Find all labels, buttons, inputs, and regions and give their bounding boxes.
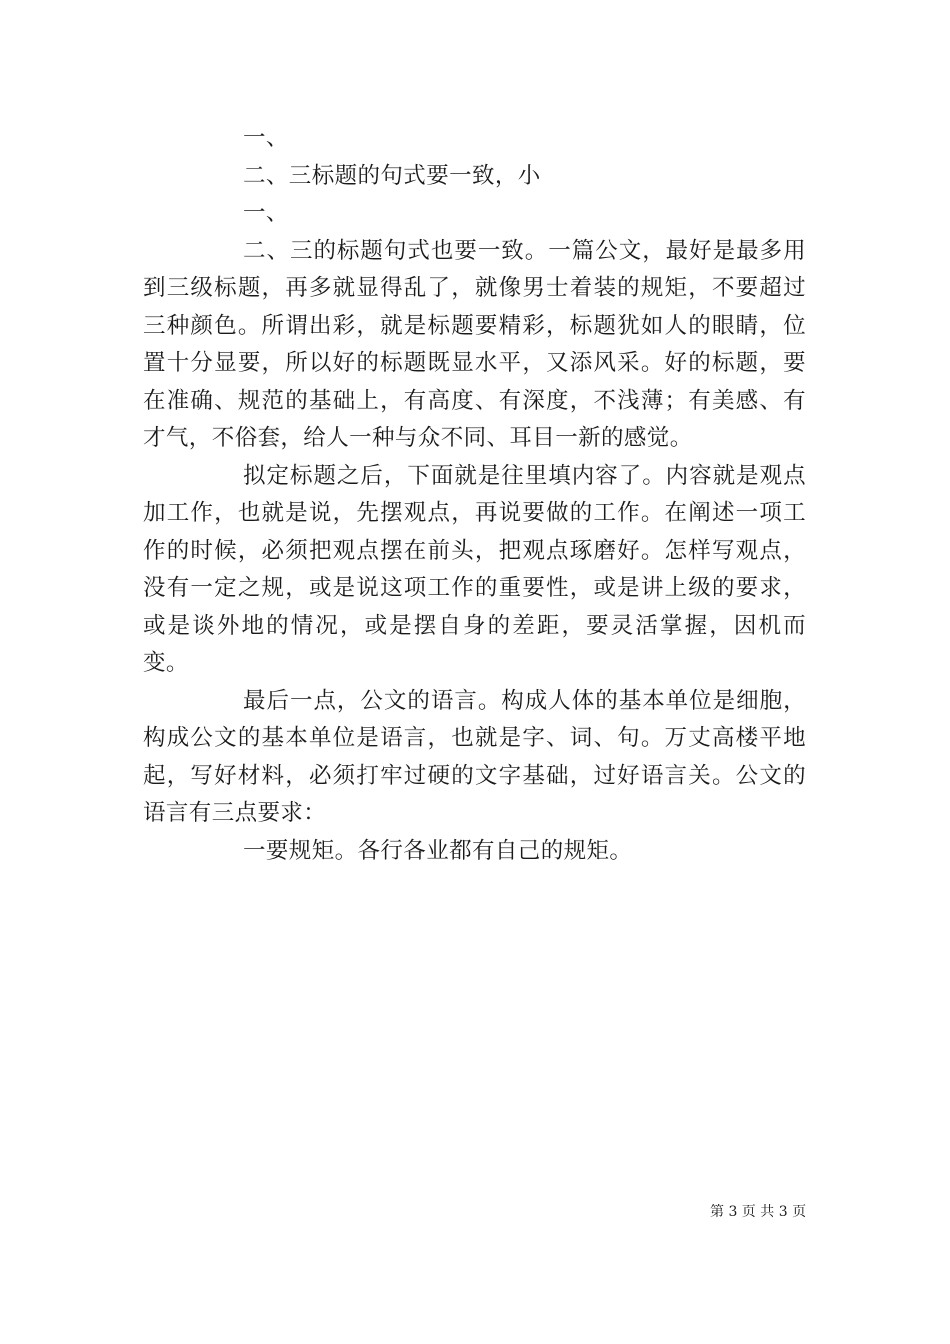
page-number-footer: 第 3 页 共 3 页 [710,1204,807,1220]
paragraph-content: 拟定标题之后，下面就是往里填内容了。内容就是观点加工作，也就是说，先摆观点，再说要做的工作。在阐述一项工作的时候，必须把观点摆在前头，把观点琢磨好。怎样写观点，没有一定之规，或是说这项工作的重要性，或是讲上级的要求，或是谈外地的情况，或是摆自身的差距，要灵活掌握，因机而变。 [143,462,806,676]
paragraph-heading-one-b: 一、 [243,200,289,226]
paragraph-heading-one-a: 一、 [243,125,289,151]
paragraph-heading-two-a: 二、三标题的句式要一致，小 [243,162,541,189]
document-body [143,120,806,870]
paragraph-title-style: 二、三的标题句式也要一致。一篇公文，最好是最多用到三级标题，再多就显得乱了，就像男士着装的规矩，不要超过三种颜色。所谓出彩，就是标题要精彩，标题犹如人的眼睛，位置十分显要，所以好的标题既显水平，又添风采。好的标题，要在准确、规范的基础上，有高度、有深度，不浅薄；有美感、有才气，不俗套，给人一种与众不同、耳目一新的感觉。 [143,237,806,451]
paragraph-rules: 一要规矩。各行各业都有自己的规矩。 [243,837,633,864]
paragraph-language: 最后一点，公文的语言。构成人体的基本单位是细胞，构成公文的基本单位是语言，也就是字、词、句。万丈高楼平地起，写好材料，必须打牢过硬的文字基础，过好语言关。公文的语言有三点要求： [143,687,806,826]
